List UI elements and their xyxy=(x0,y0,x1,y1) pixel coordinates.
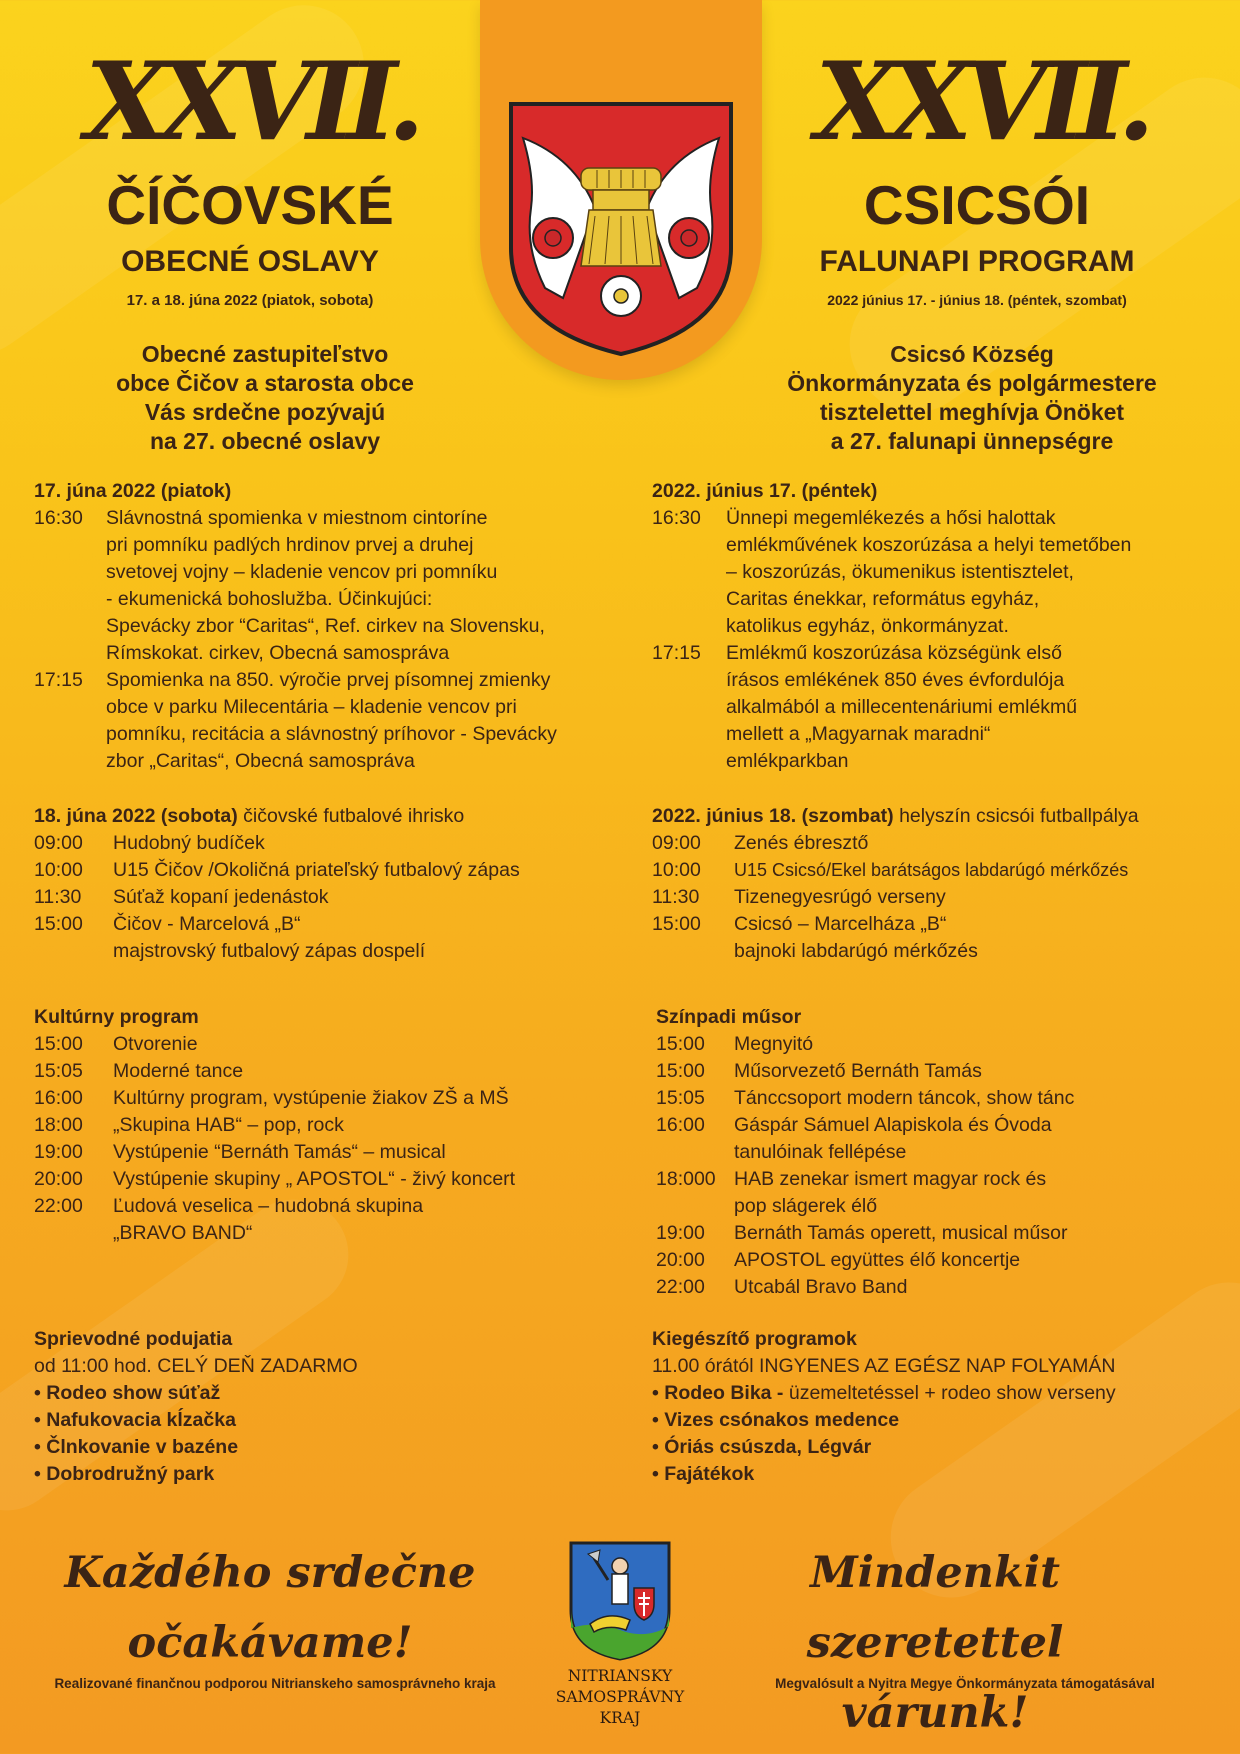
schedule-item: 15:00 Otvorenie xyxy=(34,1033,198,1055)
right-edition-number: XXVII. xyxy=(814,39,1146,165)
schedule-item: 09:00 Hudobný budíček xyxy=(34,832,265,854)
right-day2-place: helyszín csicsói futballpálya xyxy=(899,805,1139,827)
left-date: 17. a 18. júna 2022 (piatok, sobota) xyxy=(126,292,374,309)
schedule-item: 11:30 Súťaž kopaní jedenástok xyxy=(34,886,329,908)
left-day2-place: čičovské futbalové ihrisko xyxy=(243,805,465,827)
schedule-item: 15:00 Megnyitó xyxy=(656,1033,814,1055)
right-extras-heading: Kiegészítő programok xyxy=(652,1328,857,1350)
cicov-coat-of-arms-icon xyxy=(505,98,737,358)
left-extras-heading: Sprievodné podujatia xyxy=(34,1328,233,1350)
schedule-item: 19:00 Bernáth Tamás operett, musical műsor xyxy=(656,1222,1068,1244)
schedule-item: 16:00 Kultúrny program, vystúpenie žiakov ZŠ a MŠ xyxy=(34,1087,509,1109)
right-culture-heading: Színpadi műsor xyxy=(656,1006,802,1028)
schedule-item: 19:00 Vystúpenie “Bernáth Tamás“ – musical xyxy=(34,1141,446,1163)
list-item: • Vizes csónakos medence xyxy=(652,1409,900,1431)
schedule-item: 15:05 Tánccsoport modern táncok, show tánc xyxy=(656,1087,1075,1109)
schedule-item: 15:00 Műsorvezető Bernáth Tamás xyxy=(656,1060,982,1082)
schedule-item: 15:00 Csicsó – Marcelháza „B“ bajnoki labdarúgó mérkőzés xyxy=(652,913,978,962)
schedule-item: 22:00 Ľudová veselica – hudobná skupina „BRAVO BAND“ xyxy=(34,1195,424,1244)
schedule-item: 16:00 Gáspár Sámuel Alapiskola és Óvoda tanulóinak fellépése xyxy=(656,1114,1052,1163)
schedule-item: 20:00 APOSTOL együttes élő koncertje xyxy=(656,1249,1021,1271)
list-item: • Nafukovacia kĺzačka xyxy=(34,1409,236,1431)
right-slogan: Mindenkit szeretettel várunk! xyxy=(806,1548,1064,1738)
schedule-item: 09:00 Zenés ébresztő xyxy=(652,832,869,854)
list-item: • Rodeo Bika - üzemeltetéssel + rodeo show verseny xyxy=(652,1382,1116,1404)
schedule-item: 15:00 Čičov - Marcelová „B“ majstrovský futbalový zápas dospelí xyxy=(34,913,426,962)
right-invitation: Csicsó Község Önkormányzata és polgármestere tisztelettel meghívja Önöket a 27. falunapi ünnepségre xyxy=(787,341,1157,454)
left-subtitle: OBECNÉ OSLAVY xyxy=(121,245,379,278)
schedule-item: 17:15 Spomienka na 850. výročie prvej písomnej zmienky obce v parku Milecentária – kladenie vencov pri pomníku, recitácia a slávnostný príhovor - Spevácky zbor „Caritas“, Obecná samospráva xyxy=(34,669,557,772)
left-day2-heading: 18. júna 2022 (sobota) čičovské futbalové ihrisko xyxy=(34,805,465,827)
right-date: 2022 június 17. - június 18. (péntek, szombat) xyxy=(827,292,1127,308)
right-extras-section xyxy=(652,1326,1232,1488)
schedule-item: 18:00 „Skupina HAB“ – pop, rock xyxy=(34,1114,344,1136)
list-item: • Člnkovanie v bazéne xyxy=(34,1436,239,1458)
list-item: • Dobrodružný park xyxy=(34,1463,215,1485)
right-culture-section xyxy=(656,1004,1216,1301)
list-item: • Óriás csúszda, Légvár xyxy=(652,1436,872,1458)
schedule-item: 17:15 Emlékmű koszorúzása községünk első írásos emlékének 850 éves évfordulója alkalmából a millecentenáriumi emlékmű mellett a „Magyarnak maradni“ emlékparkban xyxy=(652,642,1078,772)
right-day1-section xyxy=(652,478,1222,775)
schedule-item: 16:30 Slávnostná spomienka v miestnom cintoríne pri pomníku padlých hrdinov prvej a druhej svetovej vojny – kladenie vencov pri pomníku - ekumenická bohoslužba. Účinkujúci: Spevácky zbor “Caritas“, Ref. cirkev na Slovensku, Rímskokat. cirkev, Obecná samospráva xyxy=(34,507,545,664)
left-invitation: Obecné zastupiteľstvo obce Čičov a starosta obce Vás srdečne pozývajú na 27. obecné oslavy xyxy=(116,341,414,454)
schedule-item: 18:000 HAB zenekar ismert magyar rock és pop slágerek élő xyxy=(656,1168,1047,1217)
left-funding-note: Realizované finančnou podporou Nitrianskeho samosprávneho kraja xyxy=(54,1676,496,1691)
right-subtitle: FALUNAPI PROGRAM xyxy=(819,245,1135,278)
right-title: CSICSÓI xyxy=(863,174,1091,236)
left-day1-section xyxy=(34,478,634,775)
list-item: • Rodeo show súťaž xyxy=(34,1382,221,1404)
right-extras-intro: 11.00 órától INGYENES AZ EGÉSZ NAP FOLYAMÁN xyxy=(652,1355,1116,1377)
schedule-item: 10:00 U15 Csicsó/Ekel barátságos labdarúgó mérkőzés xyxy=(652,859,1129,881)
schedule-item: 22:00 Utcabál Bravo Band xyxy=(656,1276,908,1298)
left-culture-heading: Kultúrny program xyxy=(34,1006,199,1028)
left-extras-section xyxy=(34,1326,634,1488)
nitra-region-coat-of-arms-icon xyxy=(568,1540,672,1662)
nitra-region-name: NITRIANSKY SAMOSPRÁVNY KRAJ xyxy=(555,1667,685,1727)
schedule-item: 20:00 Vystúpenie skupiny „ APOSTOL“ - živý koncert xyxy=(34,1168,516,1190)
left-slogan: Každého srdečne očakávame! xyxy=(64,1548,476,1668)
left-day1-heading: 17. júna 2022 (piatok) xyxy=(34,480,232,502)
right-day2-section xyxy=(652,803,1232,965)
left-culture-section xyxy=(34,1004,634,1247)
schedule-item: 11:30 Tizenegyesrúgó verseny xyxy=(652,886,946,908)
right-day1-heading: 2022. június 17. (péntek) xyxy=(652,480,878,502)
schedule-item: 10:00 U15 Čičov /Okoličná priateľský futbalový zápas xyxy=(34,859,520,881)
left-title: ČÍČOVSKÉ xyxy=(106,174,394,236)
schedule-item: 16:30 Ünnepi megemlékezés a hősi halottak emlékművének koszorúzása a helyi temetőben – koszorúzás, ökumenikus istentisztelet, Caritas énekkar, református egyház, katolikus egyház, önkormányzat. xyxy=(652,507,1132,637)
left-edition-number: XXVII. xyxy=(84,39,416,165)
right-funding-note: Megvalósult a Nyitra Megye Önkormányzata támogatásával xyxy=(775,1676,1155,1691)
left-extras-intro: od 11:00 hod. CELÝ DEŇ ZADARMO xyxy=(34,1355,358,1377)
schedule-item: 15:05 Moderné tance xyxy=(34,1060,244,1082)
left-day2-section xyxy=(34,803,634,965)
right-day2-heading: 2022. június 18. (szombat) helyszín csicsói futballpálya xyxy=(652,805,1139,827)
list-item: • Fajátékok xyxy=(652,1463,755,1485)
